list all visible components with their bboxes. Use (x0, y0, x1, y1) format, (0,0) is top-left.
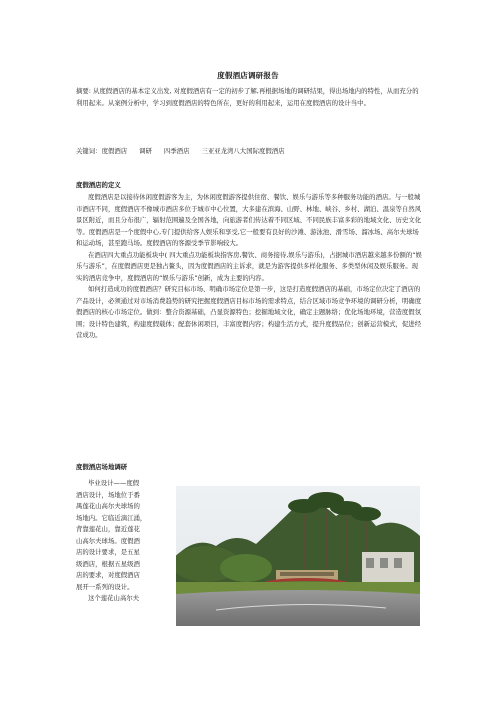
text-line: 禺莲花山高尔夫球场的 (76, 502, 140, 510)
keyword: 四季酒店 (163, 147, 190, 155)
definition-section (76, 192, 424, 342)
section-heading-definition: 度假酒店的定义 (76, 181, 121, 189)
keyword: 三亚亚龙湾八大国际度假酒店 (201, 147, 285, 155)
abstract-text: 摘要: 从度假酒店的基本定义出发, 对度假酒店有一定的初步了解,再根据场地的调研结果，得出场地内的特性，从而充分的利用起来。从案例分析中，学习到度假酒店的特色所在，更好的利用起来，运用在度假酒店的设计当中。 (76, 87, 419, 107)
text-line: 酒店设计，场地位于番 (76, 490, 140, 499)
paragraph: 如何打造成功的度假酒店？研究目标市场、明确市场定位是第一步，这是打造度假酒店的基础，市场定位决定了酒店的产品设计，必须通过对市场消费趋势的研究把握度假酒店目标市场的需求特点，结合区域市场竞争环境的调研分析，明确度假酒店的核心市场定位。做到：整合资源基础，凸显资源特色；挖掘地域文化，确定主题脉络；优化场地环境，营造度假氛围；设计特色建筑，构建度假载体；配套休闲项目，丰富度假内容；构建生活方式，提升度假品位；创新运营模式，促进经营成功。 (76, 285, 422, 339)
section-heading-site-survey: 度假酒店场地调研 (76, 463, 128, 471)
keyword: 调研 (139, 147, 152, 155)
site-photo-illustration (176, 486, 420, 626)
text-line: 展开一系列的设计。 (76, 582, 134, 591)
text-line: 级酒店，根据五星级酒 (76, 559, 140, 568)
text-line: 毕业设计——度假 (88, 479, 140, 487)
text-line: 山高尔夫球场。度假酒 (76, 536, 140, 545)
keywords-line (76, 146, 424, 158)
text-line: 场地内。它临近滴江涌， (76, 513, 147, 522)
paragraph: 在酒店四大重点功能板块中( 四大重点功能板块指客房,餐饮、商务接待,娱乐与游乐)，占据城市酒店越来越多份额的“娱乐与游乐”，在度假酒店更是独占鳌头，因为度假酒店的主诉求，就是为游客提供多样化服务、多类型休闲及娱乐服务。现实的酒店竞争中，度假酒店的“娱乐与游乐”创新，成为主要的内容。 (76, 250, 422, 282)
text-line: 店的设计要求，是五星 (76, 548, 140, 556)
keyword: 度假酒店 (101, 147, 128, 155)
abstract-paragraph (76, 86, 424, 109)
text-line: 这个莲花山高尔夫 (88, 594, 140, 602)
text-line: 店的要求，对度假酒店 (76, 571, 140, 579)
keywords-label: 关键词： (76, 147, 102, 155)
text-line: 背靠莲花山，靠近莲花 (76, 525, 140, 533)
paragraph: 度假酒店是以接待休闲度假游客为主，为休闲度假游客提供住宿、餐饮、娱乐与游乐等多种服务功能的酒店。与一般城市酒店不同，度假酒店不像城市酒店多位于城市中心位置，大多建在滨海、山野、林地、峡谷、乡村、湖泊、温泉等自然风景区附近，而且分布很广，辐射范围遍及全国各地，向旅游者们传达着不同区域、不同民族丰富多彩的地域文化、历史文化等。度假酒店是一个度假中心,专门提供给客人娱乐和享受,它一般要有良好的沙滩、游泳池、滑雪场、溜冰场、高尔夫球场和运动场，甚至跑马场。度假酒店的客源受季节影响较大。 (76, 193, 422, 247)
site-survey-text (76, 478, 172, 605)
site-photo (176, 486, 420, 626)
page-title: 度假酒店调研报告 (217, 71, 279, 80)
